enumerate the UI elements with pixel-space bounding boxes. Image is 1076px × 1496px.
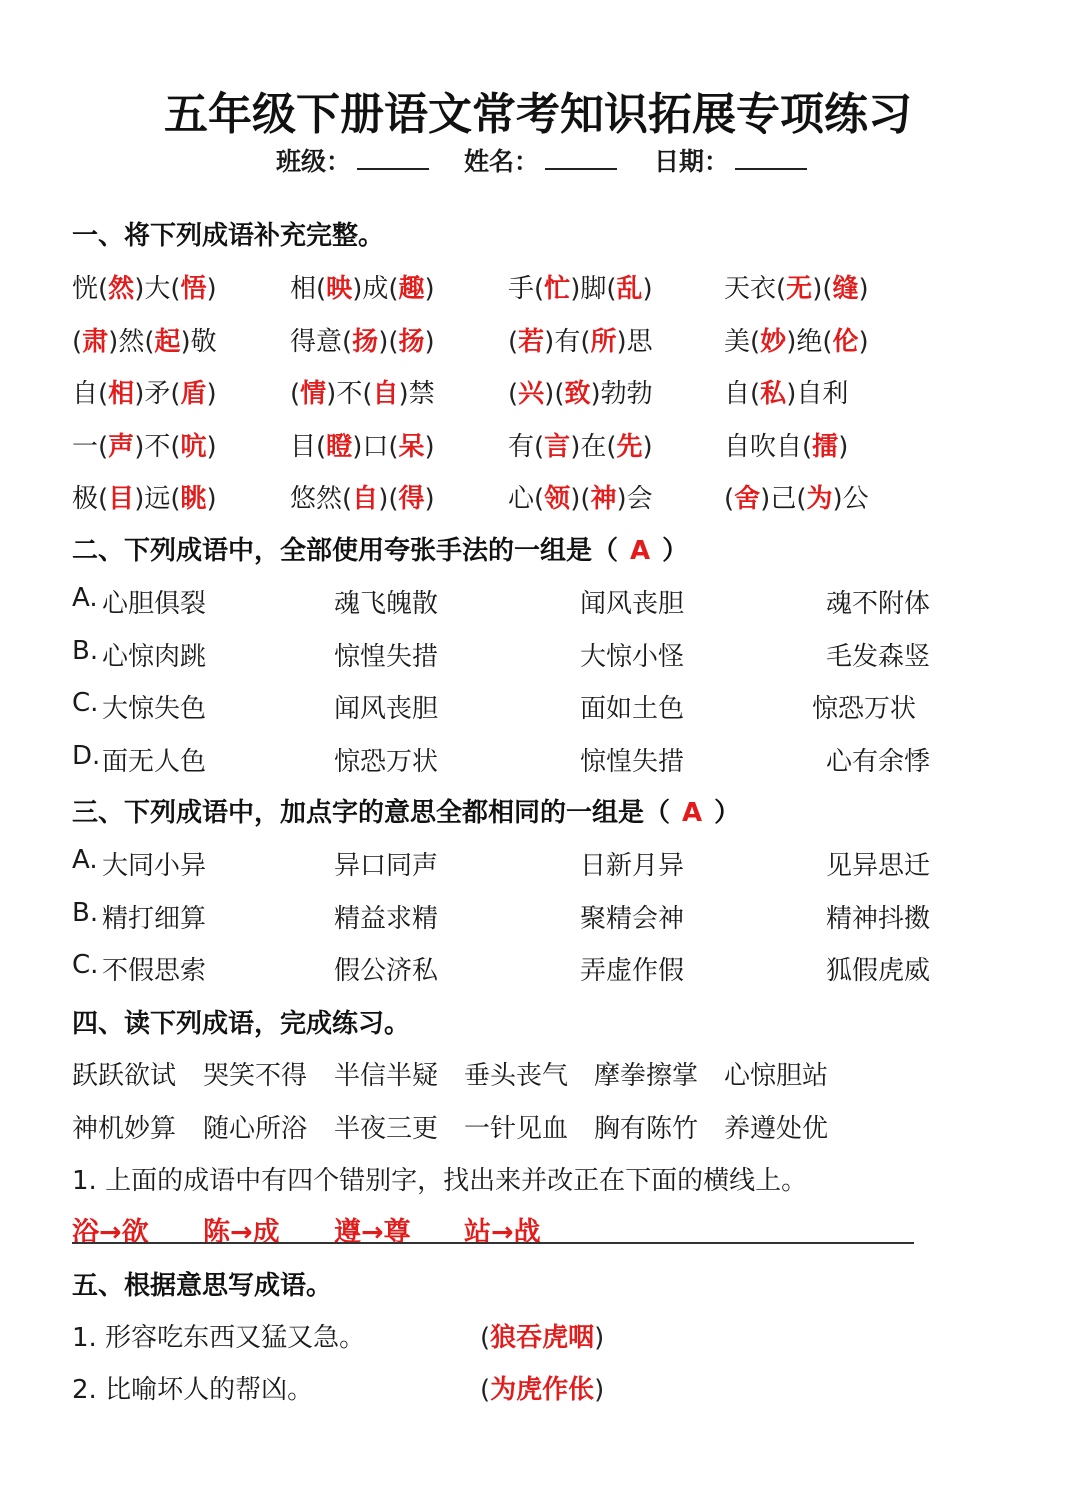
open-paren-glyph: ( (796, 484, 807, 514)
close-paren-glyph: ) (858, 327, 869, 357)
section2-heading (72, 530, 688, 567)
idiom-text: 天衣 (724, 274, 777, 304)
open-paren-glyph: ( (316, 274, 327, 304)
close-paren-glyph: ) (642, 274, 653, 304)
idiom-fill-item (72, 426, 217, 463)
open-paren-glyph: ( (750, 379, 761, 409)
section2-question: 二、下列成语中，全部使用夸张手法的一组是（ (72, 536, 619, 566)
close-paren-glyph: ) (206, 484, 217, 514)
option-idiom: 毛发森竖 (826, 641, 931, 672)
fill-answer[interactable]: 扬 (398, 327, 425, 357)
class-field (276, 142, 429, 178)
option-label[interactable]: B. (72, 897, 99, 928)
correction-answer[interactable]: 陈→成 (203, 1217, 280, 1248)
idiom-text: 己 (770, 484, 797, 514)
open-paren-glyph: ( (580, 327, 591, 357)
fill-answer[interactable]: 肃 (82, 327, 109, 357)
idiom-text: 脚 (580, 274, 607, 304)
close-paren-glyph: ) (180, 327, 191, 357)
fill-answer[interactable]: 自 (352, 484, 379, 514)
open-paren-glyph: ( (98, 379, 109, 409)
idiom-fill-item (290, 268, 435, 305)
correction-answer[interactable]: 浴→欲 (72, 1217, 149, 1248)
open-paren-glyph: ( (580, 484, 591, 514)
option-idiom: 日新月异 (580, 851, 685, 881)
name-blank[interactable] (545, 146, 617, 170)
close-paren-glyph: ) (352, 432, 363, 462)
idiom-fill-item (290, 373, 435, 410)
idiom-word: 心惊胆站 (724, 1061, 829, 1091)
open-paren-glyph: ( (508, 327, 519, 357)
fill-answer[interactable]: 若 (518, 327, 545, 357)
option-idiom: 精打细算 (102, 903, 207, 934)
close-paren-glyph: ) (858, 274, 869, 304)
close-paren-glyph: ) (786, 379, 797, 409)
close-paren-glyph: ) (812, 274, 823, 304)
idiom-word: 胸有陈竹 (594, 1114, 699, 1144)
open-paren-glyph: ( (290, 379, 301, 409)
close-paren-glyph: ) (206, 379, 217, 409)
fill-answer[interactable]: 伦 (832, 327, 859, 357)
section2-close-paren: ） (662, 536, 689, 566)
section2-answer: A (630, 536, 651, 566)
idiom-fill-item (290, 426, 435, 463)
option-label[interactable]: C. (72, 688, 99, 718)
open-paren-glyph: ( (98, 484, 109, 514)
idiom-text: 然 (118, 327, 145, 357)
close-paren-glyph: ) (590, 379, 601, 409)
idiom-fill-item (290, 478, 435, 515)
fill-answer[interactable]: 盾 (180, 379, 207, 409)
open-paren-glyph: ( (802, 432, 813, 462)
open-paren-glyph: ( (480, 1323, 491, 1353)
fill-answer[interactable]: 得 (398, 484, 425, 514)
fill-answer[interactable]: 先 (616, 432, 643, 462)
open-paren-glyph: ( (822, 327, 833, 357)
fill-answer[interactable]: 自 (372, 379, 399, 409)
fill-answer[interactable]: 舍 (734, 484, 761, 514)
fill-answer[interactable]: 忙 (544, 274, 571, 304)
idiom-text: 一 (72, 432, 99, 462)
close-paren-glyph: ) (206, 274, 217, 304)
name-field (464, 142, 617, 178)
date-blank[interactable] (735, 146, 807, 170)
idiom-word: 垂头丧气 (464, 1061, 569, 1091)
idiom-fill-item (724, 426, 848, 463)
option-idiom: 面无人色 (102, 746, 207, 777)
open-paren-glyph: ( (606, 274, 617, 304)
idiom-text: 极 (72, 484, 99, 514)
section3-question: 三、下列成语中，加点字的意思全都相同的一组是（ (72, 798, 671, 828)
idiom-text: 远 (144, 484, 171, 514)
option-idiom: 大惊失色 (102, 694, 207, 724)
option-idiom: 假公济私 (334, 956, 439, 986)
close-paren-glyph: ) (424, 274, 435, 304)
idiom-text: 会 (626, 484, 653, 514)
section3-close-paren: ） (714, 798, 741, 828)
close-paren-glyph: ) (642, 432, 653, 462)
idiom-fill-item (508, 268, 653, 305)
option-idiom: 狐假虎威 (826, 956, 931, 986)
fill-answer[interactable]: 擂 (812, 432, 839, 462)
fill-answer[interactable]: 私 (760, 379, 787, 409)
idiom-fill-item (72, 321, 217, 358)
open-paren-glyph: ( (170, 274, 181, 304)
open-paren-glyph: ( (144, 327, 155, 357)
fill-answer[interactable]: 然 (108, 274, 135, 304)
open-paren-glyph: ( (534, 484, 545, 514)
option-idiom: 惊恐万状 (812, 694, 917, 724)
close-paren-glyph: ) (570, 484, 581, 514)
option-label[interactable]: A. (72, 845, 98, 875)
open-paren-glyph: ( (388, 327, 399, 357)
date-field (654, 142, 807, 178)
close-paren-glyph: ) (616, 484, 627, 514)
close-paren-glyph: ) (206, 432, 217, 462)
option-idiom: 异口同声 (334, 851, 439, 881)
option-idiom: 惊惶失措 (334, 641, 439, 672)
option-idiom: 闻风丧胆 (334, 694, 439, 724)
close-paren-glyph: ) (378, 327, 389, 357)
option-idiom: 弄虚作假 (580, 956, 685, 986)
idiom-text: 相 (290, 274, 317, 304)
idiom-text: 不 (144, 432, 171, 462)
idiom-fill-item (508, 321, 653, 358)
section3-heading (72, 792, 740, 829)
idiom-text: 手 (508, 274, 535, 304)
fill-answer[interactable]: 瞪 (326, 432, 353, 462)
idiom-text: 在 (580, 432, 607, 462)
open-paren-glyph: ( (534, 274, 545, 304)
open-paren-glyph: ( (750, 327, 761, 357)
idiom-text: 得意 (290, 327, 343, 357)
open-paren-glyph: ( (170, 379, 181, 409)
class-blank[interactable] (357, 146, 429, 170)
option-idiom: 闻风丧胆 (580, 589, 685, 619)
fill-answer[interactable]: 声 (108, 432, 135, 462)
close-paren-glyph: ) (424, 327, 435, 357)
idiom-text: 敬 (190, 327, 217, 357)
fill-answer[interactable]: 领 (544, 484, 571, 514)
close-paren-glyph: ) (838, 432, 849, 462)
option-idiom: 惊恐万状 (334, 746, 439, 777)
idiom-fill-item (724, 478, 869, 515)
idiom-text: 恍 (72, 274, 99, 304)
fill-answer[interactable]: 吭 (180, 432, 207, 462)
idiom-text: 自 (72, 379, 99, 409)
meaning-answer[interactable]: 狼吞虎咽 (490, 1323, 595, 1353)
section3-answer: A (682, 798, 703, 828)
idiom-text: 绝 (796, 327, 823, 357)
option-label[interactable]: D. (72, 740, 101, 771)
idiom-fill-item (724, 373, 848, 410)
fill-answer[interactable]: 无 (786, 274, 813, 304)
idiom-word: 随心所浴 (203, 1114, 308, 1144)
fill-answer[interactable]: 兴 (518, 379, 545, 409)
fill-answer[interactable]: 相 (108, 379, 135, 409)
close-paren-glyph: ) (594, 1323, 605, 1353)
fill-answer[interactable]: 起 (154, 327, 181, 357)
close-paren-glyph: ) (398, 379, 409, 409)
open-paren-glyph: ( (72, 327, 83, 357)
close-paren-glyph: ) (760, 484, 771, 514)
fill-answer[interactable]: 情 (300, 379, 327, 409)
idiom-text: 自吹自 (724, 432, 803, 462)
close-paren-glyph: ) (544, 327, 555, 357)
open-paren-glyph: ( (170, 432, 181, 462)
open-paren-glyph: ( (316, 432, 327, 462)
option-idiom: 精益求精 (334, 903, 439, 934)
name-label: 姓名： (464, 147, 540, 176)
idiom-text: 自 (724, 379, 751, 409)
close-paren-glyph: ) (786, 327, 797, 357)
section5-heading: 五、根据意思写成语。 (72, 1271, 333, 1301)
close-paren-glyph: ) (352, 274, 363, 304)
fill-answer[interactable]: 言 (544, 432, 571, 462)
date-label: 日期： (654, 147, 730, 176)
option-idiom: 精神抖擞 (826, 903, 931, 934)
fill-answer[interactable]: 目 (108, 484, 135, 514)
close-paren-glyph: ) (134, 274, 145, 304)
idiom-word: 半信半疑 (334, 1061, 439, 1091)
close-paren-glyph: ) (616, 327, 627, 357)
close-paren-glyph: ) (570, 432, 581, 462)
option-idiom: 心有余悸 (826, 746, 931, 777)
idiom-text: 悠然 (290, 484, 343, 514)
open-paren-glyph: ( (388, 432, 399, 462)
open-paren-glyph: ( (480, 1375, 491, 1405)
idiom-word: 摩拳擦掌 (594, 1061, 699, 1091)
idiom-text: 美 (724, 327, 751, 357)
page-title: 五年级下册语文常考知识拓展专项练习 (164, 89, 912, 140)
section4-question: 1. 上面的成语中有四个错别字，找出来并改正在下面的横线上。 (72, 1166, 808, 1196)
open-paren-glyph: ( (724, 484, 735, 514)
idiom-fill-item (508, 373, 653, 410)
open-paren-glyph: ( (776, 274, 787, 304)
idiom-word: 半夜三更 (334, 1114, 439, 1144)
open-paren-glyph: ( (362, 379, 373, 409)
idiom-fill-item (508, 478, 653, 515)
open-paren-glyph: ( (606, 432, 617, 462)
open-paren-glyph: ( (170, 484, 181, 514)
fill-answer[interactable]: 扬 (352, 327, 379, 357)
idiom-word: 养遵处优 (724, 1114, 829, 1144)
close-paren-glyph: ) (424, 484, 435, 514)
idiom-text: 思 (626, 327, 653, 357)
open-paren-glyph: ( (388, 274, 399, 304)
fill-answer[interactable]: 乱 (616, 274, 643, 304)
option-idiom: 面如土色 (580, 694, 685, 724)
option-idiom: 惊惶失措 (580, 746, 685, 777)
close-paren-glyph: ) (570, 274, 581, 304)
section1-heading: 一、将下列成语补充完整。 (72, 221, 385, 251)
open-paren-glyph: ( (342, 484, 353, 514)
fill-answer[interactable]: 致 (564, 379, 591, 409)
open-paren-glyph: ( (508, 379, 519, 409)
open-paren-glyph: ( (822, 274, 833, 304)
idiom-text: 心 (508, 484, 535, 514)
meaning-prompt: 2. 比喻坏人的帮凶。 (72, 1375, 314, 1405)
meaning-answer[interactable]: 为虎作伥 (490, 1375, 595, 1405)
meaning-answer-field[interactable] (480, 1369, 604, 1406)
option-idiom: 不假思索 (102, 956, 207, 986)
fill-answer[interactable]: 呆 (398, 432, 425, 462)
close-paren-glyph: ) (108, 327, 119, 357)
option-idiom: 心惊肉跳 (102, 641, 207, 672)
idiom-fill-item (724, 268, 869, 305)
option-idiom: 见异思迁 (826, 851, 931, 881)
section4-heading: 四、读下列成语，完成练习。 (72, 1009, 411, 1039)
idiom-text: 不 (336, 379, 363, 409)
fill-answer[interactable]: 映 (326, 274, 353, 304)
idiom-text: 口 (362, 432, 389, 462)
idiom-fill-item (72, 268, 217, 305)
fill-answer[interactable]: 所 (590, 327, 617, 357)
class-label: 班级： (276, 147, 352, 176)
fill-answer[interactable]: 眺 (180, 484, 207, 514)
option-idiom: 大惊小怪 (580, 641, 685, 672)
close-paren-glyph: ) (134, 484, 145, 514)
fill-answer[interactable]: 神 (590, 484, 617, 514)
idiom-text: 公 (842, 484, 869, 514)
correction-answer[interactable]: 遵→尊 (334, 1217, 411, 1248)
fill-answer[interactable]: 缝 (832, 274, 859, 304)
idiom-text: 成 (362, 274, 389, 304)
meaning-prompt: 1. 形容吃东西又猛又急。 (72, 1323, 366, 1353)
option-idiom: 魂飞魄散 (334, 589, 439, 619)
answer-underline (72, 1242, 914, 1244)
idiom-fill-item (72, 373, 217, 410)
close-paren-glyph: ) (378, 484, 389, 514)
idiom-text: 有 (508, 432, 535, 462)
close-paren-glyph: ) (424, 432, 435, 462)
open-paren-glyph: ( (98, 274, 109, 304)
idiom-text: 禁 (408, 379, 435, 409)
option-idiom: 聚精会神 (580, 903, 685, 934)
idiom-text: 矛 (144, 379, 171, 409)
correction-answer[interactable]: 站→战 (464, 1217, 541, 1248)
open-paren-glyph: ( (554, 379, 565, 409)
fill-answer[interactable]: 趣 (398, 274, 425, 304)
open-paren-glyph: ( (534, 432, 545, 462)
idiom-fill-item (72, 478, 217, 515)
idiom-text: 有 (554, 327, 581, 357)
option-label[interactable]: C. (72, 950, 99, 980)
close-paren-glyph: ) (326, 379, 337, 409)
close-paren-glyph: ) (134, 379, 145, 409)
idiom-word: 哭笑不得 (203, 1061, 308, 1091)
idiom-text: 勃勃 (600, 379, 653, 409)
open-paren-glyph: ( (388, 484, 399, 514)
idiom-word: 神机妙算 (72, 1114, 177, 1144)
idiom-word: 跃跃欲试 (72, 1061, 177, 1091)
option-idiom: 魂不附体 (826, 589, 931, 619)
option-label[interactable]: A. (72, 583, 98, 613)
option-idiom: 大同小异 (102, 851, 207, 881)
idiom-fill-item (508, 426, 653, 463)
idiom-text: 大 (144, 274, 171, 304)
close-paren-glyph: ) (832, 484, 843, 514)
idiom-text: 目 (290, 432, 317, 462)
fill-answer[interactable]: 悟 (180, 274, 207, 304)
close-paren-glyph: ) (544, 379, 555, 409)
idiom-fill-item (724, 321, 869, 358)
open-paren-glyph: ( (342, 327, 353, 357)
fill-answer[interactable]: 妙 (760, 327, 787, 357)
close-paren-glyph: ) (134, 432, 145, 462)
fill-answer[interactable]: 为 (806, 484, 833, 514)
idiom-fill-item (290, 321, 435, 358)
idiom-word: 一针见血 (464, 1114, 569, 1144)
meaning-answer-field[interactable] (480, 1317, 604, 1354)
open-paren-glyph: ( (98, 432, 109, 462)
option-idiom: 心胆俱裂 (102, 589, 207, 619)
idiom-text: 自利 (796, 379, 849, 409)
close-paren-glyph: ) (594, 1375, 605, 1405)
option-label[interactable]: B. (72, 635, 99, 666)
